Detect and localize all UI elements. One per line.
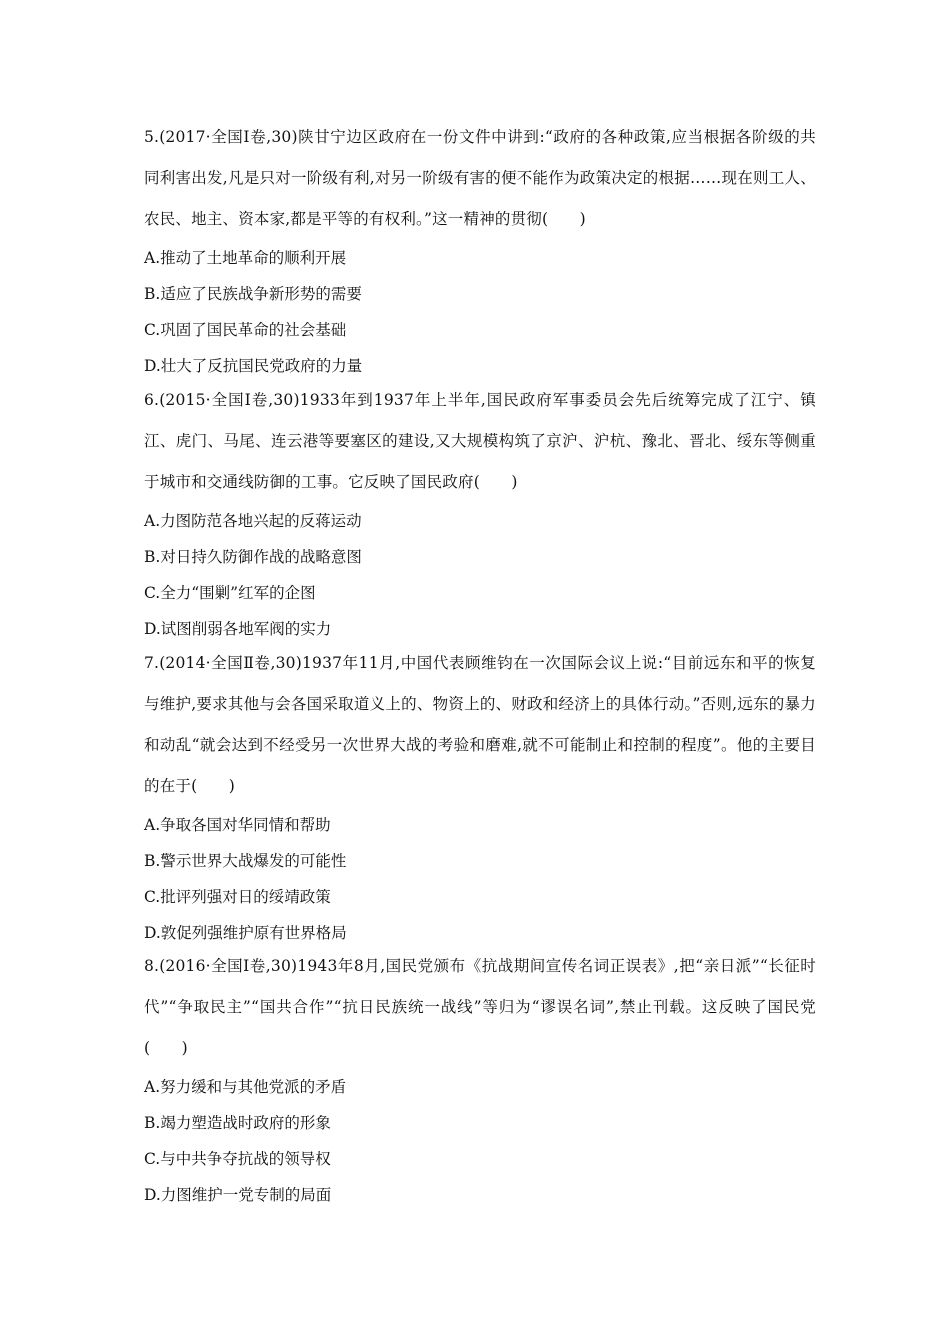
option-b[interactable]: B.对日持久防御作战的战略意图 — [144, 548, 362, 566]
answer-options — [144, 240, 816, 384]
option-c[interactable]: C.批评列强对日的绥靖政策 — [144, 888, 331, 906]
option-b[interactable]: B.适应了民族战争新形势的需要 — [144, 285, 362, 303]
question-stem: 8.(2016·全国Ⅰ卷,30)1943年8月,国民党颁布《抗战期间宣传名词正误表》,把“亲日派”“长征时代”“争取民主”“国共合作”“抗日民族统一战线”等归为“谬误名词”,禁止刊载。这反映了国民党( ) — [144, 957, 816, 1057]
option-a[interactable]: A.争取各国对华同情和帮助 — [144, 816, 331, 834]
option-a[interactable]: A.努力缓和与其他党派的矛盾 — [144, 1078, 347, 1096]
option-c[interactable]: C.巩固了国民革命的社会基础 — [144, 321, 347, 339]
question-stem: 7.(2014·全国Ⅱ卷,30)1937年11月,中国代表顾维钧在一次国际会议上说:“目前远东和平的恢复与维护,要求其他与会各国采取道义上的、物资上的、财政和经济上的具体行动。”否则,远东的暴力和动乱“就会达到不经受另一次世界大战的考验和磨难,就不可能制止和控制的程度”。他的主要目的在于( ) — [144, 654, 816, 795]
question-stem: 5.(2017·全国Ⅰ卷,30)陕甘宁边区政府在一份文件中讲到:“政府的各种政策,应当根据各阶级的共同利害出发,凡是只对一阶级有利,对另一阶级有害的便不能作为政策决定的根据……现在则工人、农民、地主、资本家,都是平等的有权利。”这一精神的贯彻( ) — [144, 128, 816, 228]
option-b[interactable]: B.竭力塑造战时政府的形象 — [144, 1114, 331, 1132]
question-7 — [144, 643, 816, 951]
answer-options — [144, 503, 816, 647]
question-5 — [144, 117, 816, 384]
option-c[interactable]: C.与中共争夺抗战的领导权 — [144, 1150, 331, 1168]
option-d[interactable]: D.壮大了反抗国民党政府的力量 — [144, 357, 363, 375]
question-6 — [144, 380, 816, 647]
option-d[interactable]: D.试图削弱各地军阀的实力 — [144, 620, 332, 638]
answer-options — [144, 807, 816, 951]
question-stem: 6.(2015·全国Ⅰ卷,30)1933年到1937年上半年,国民政府军事委员会先后统筹完成了江宁、镇江、虎门、马尾、连云港等要塞区的建设,又大规模构筑了京沪、沪杭、豫北、晋北、绥东等侧重于城市和交通线防御的工事。它反映了国民政府( ) — [144, 391, 816, 491]
option-d[interactable]: D.敦促列强维护原有世界格局 — [144, 924, 347, 942]
option-a[interactable]: A.推动了土地革命的顺利开展 — [144, 249, 347, 267]
option-a[interactable]: A.力图防范各地兴起的反蒋运动 — [144, 512, 362, 530]
question-8 — [144, 946, 816, 1213]
option-b[interactable]: B.警示世界大战爆发的可能性 — [144, 852, 347, 870]
answer-options — [144, 1069, 816, 1213]
option-c[interactable]: C.全力“围剿”红军的企图 — [144, 584, 316, 602]
option-d[interactable]: D.力图维护一党专制的局面 — [144, 1186, 332, 1204]
